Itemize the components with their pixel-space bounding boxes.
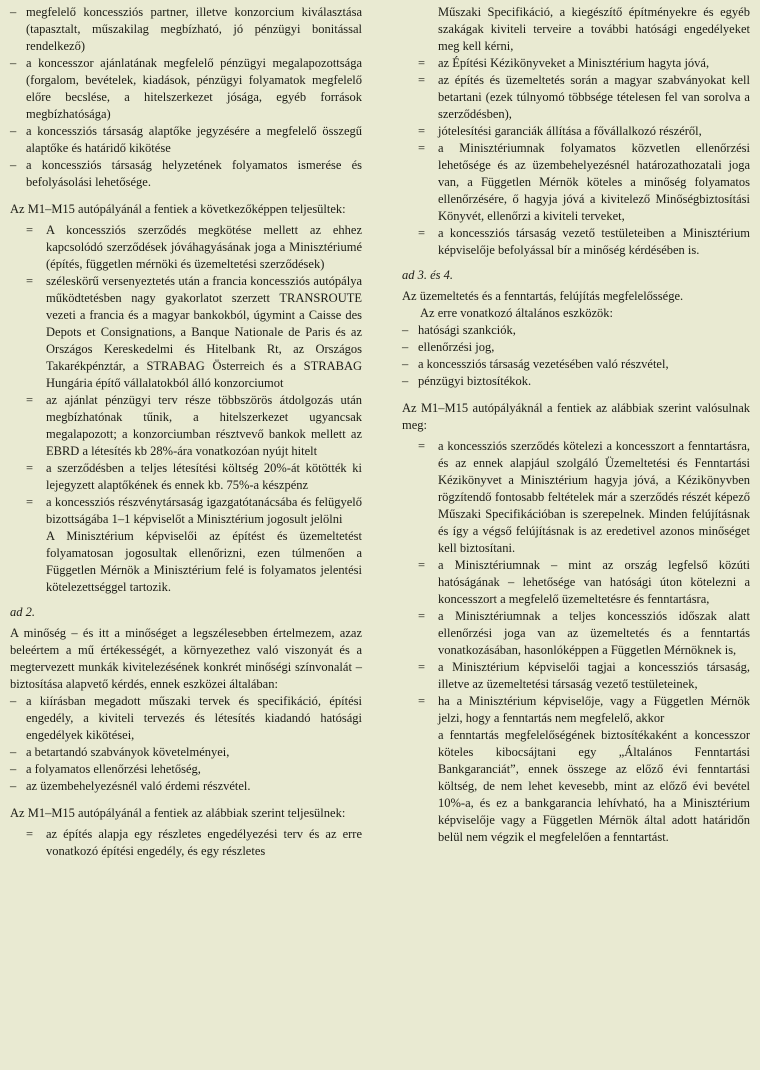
paragraph: Az erre vonatkozó általános eszközök: — [420, 306, 613, 320]
list-item: = ha a Minisztérium képviselője, vagy a Független Mérnök jelzi, hogy a fenntartás nem megfelelő, akkor — [418, 694, 750, 725]
list-item: = az Építési Kézikönyveket a Minisztérium hagyta jóvá, — [418, 56, 710, 70]
paragraph: Az M1–M15 autópályánál a fentiek a következőképpen teljesültek: — [10, 202, 346, 216]
list-item-text: széleskörű versenyeztetés után a francia koncessziós autópálya működtetésben nagy gyakorlatot szerzett TRANSROUTE vezeti a francia és a magyar bankokból, úgymint a Caisse des Depots et Consignations, a Banque Nationale de Paris és az Országos Kereskedelmi és Hitelbank Rt, az Országos Takarékpénztár, a STRABAG Österreich és a STRABAG Hungária építő vállalatokból álló konzorciumot — [46, 274, 362, 390]
list-item: – a koncessziós társaság helyzetének folyamatos ismerése és befolyásolási lehetősége. — [10, 158, 362, 189]
list-item: = a Minisztériumnak a teljes koncessziós időszak alatt ellenőrzési joga van az üzemeltetés és a fenntartás vonatkozásában, hasonlóképpen a Független Mérnöknek is, — [418, 609, 750, 657]
list-item-text: az üzembehelyezésnél való érdemi részvétel. — [26, 779, 251, 793]
list-item: = széleskörű versenyeztetés után a francia koncessziós autópálya működtetésben nagy gyakorlatot szerzett TRANSROUTE vezeti a francia és a magyar bankokból, úgymint a Caisse des Depots et Consignations, a Banque Nationale de Paris és az Országos Kereskedelmi és Hitelbank Rt, az Országos Takarékpénztár, a STRABAG Österreich és a STRABAG Hungária építő vállalatokból álló konzorciumot — [26, 274, 362, 390]
list-item: = az építés és üzemeltetés során a magyar szabványokat kell betartani (ezek túlnyomó többsége tételesen fel van sorolva a szerződésben), — [418, 73, 750, 121]
list-item-text: a folyamatos ellenőrzési lehetőség, — [26, 762, 201, 776]
list-item-text: ellenőrzési jog, — [418, 340, 495, 354]
paragraph: A minőség – és itt a minőséget a legszélesebben értelmezem, azaz beleértem a mű értékességét, a környezethez való viszonyát és a megtervezett munkák kivitelezésének konkrét minőségi színvonalát – biztosítása alapvető kérdés, ennek eszközei általában: — [10, 626, 362, 691]
list-item: – a koncessziós társaság alaptőke jegyzésére a megfelelő összegű alaptőke és határidő kikötése — [10, 124, 362, 155]
list-item-text: a betartandó szabványok követelményei, — [26, 745, 230, 759]
list-item-text: a koncessziós társaság vezetésében való részvétel, — [418, 357, 669, 371]
list-item: – hatósági szankciók, — [402, 323, 516, 337]
list-item: – a koncesszor ajánlatának megfelelő pénzügyi megalapozottsága (forgalom, bevételek, kiadások, pénzügyi folyamatok megfelelő előre becslése, a hitelszerkezet jósága, egyéb források megbízhatósága) — [10, 56, 362, 121]
left-column — [10, 4, 362, 860]
list-item-text: pénzügyi biztosítékok. — [418, 374, 532, 388]
list-item-text: jótelesítési garanciák állítása a fővállalkozó részéről, — [438, 124, 702, 138]
list-item-text: a koncesszor ajánlatának megfelelő pénzügyi megalapozottsága (forgalom, bevételek, kiadások, pénzügyi folyamatok megfelelő előre becslése, a hitelszerkezet jósága, egyéb források megbízhatósága) — [26, 56, 362, 121]
list-item-text: ha a Minisztérium képviselője, vagy a Független Mérnök jelzi, hogy a fenntartás nem megfelelő, akkor — [438, 694, 750, 725]
list-item: = jótelesítési garanciák állítása a fővállalkozó részéről, — [418, 124, 702, 138]
paragraph: Az M1–M15 autópályáknál a fentiek az alábbiak szerint valósulnak meg: — [402, 401, 750, 432]
list-item: = a Minisztérium képviselői tagjai a koncessziós társaság, illetve az üzemeltetési társaság vezető testületeinek, — [418, 660, 750, 691]
paragraph: A Minisztérium képviselői az építést és üzemeltetést folyamatosan jogosultak ellenőrizni, ezen túlmenően a Független Mérnök a Minisztérium felé is folyamatos jelentési kötelezettséggel tartozik. — [46, 529, 362, 594]
list-item-text: a Minisztériumnak folyamatos közvetlen ellenőrzési lehetősége és az üzembehelyezésnél határozathozatali joga van, a Független Mérnök köteles a minőség folyamatos ellenőrzésére, ő hagyja jóvá a kivitelező Minőségbiztosítási Könyvét, ellenőrzi a kiviteli terveket, — [438, 141, 750, 223]
list-item: = az építés alapja egy részletes engedélyezési terv és az erre vonatkozó építési engedély, és egy részletes — [26, 827, 362, 858]
list-item: – pénzügyi biztosítékok. — [402, 374, 532, 388]
list-item: = a Minisztériumnak folyamatos közvetlen ellenőrzési lehetősége és az üzembehelyezésnél határozathozatali joga van, a Független Mérnök köteles a minőség folyamatos ellenőrzésére, ő hagyja jóvá a kivitelező Minőségbiztosítási Könyvét, ellenőrzi a kiviteli terveket, — [418, 141, 750, 223]
right-column — [402, 4, 750, 846]
list-item-text: a koncessziós szerződés kötelezi a koncesszort a fenntartásra, és az ennek alapjául szolgáló Üzemeltetési és Fenntartási Kézikönyvet a Minisztérium hagyja jóvá, a Kézikönyvben rögzítendő fontosabb feltételek már a szerződés részét képező Műszaki Specifikációban is szerepelnek. Minden felújításnak és így a végső felújításnak is az eredetivel azonos minőséget kell biztosítani. — [438, 439, 750, 555]
list-item-text: megfelelő koncessziós partner, illetve konzorcium kiválasztása (tapasztalt, műszakilag megbízható, jó pénzügyi bonitással rendelkező) — [26, 5, 362, 53]
list-item: – megfelelő koncessziós partner, illetve konzorcium kiválasztása (tapasztalt, műszakilag megbízható, jó pénzügyi bonitással rendelkező) — [10, 5, 362, 53]
list-item: = A koncessziós szerződés megkötése mellett az ehhez kapcsolódó szerződések jóváhagyásának joga a Minisztériumé (építés, független mérnöki és üzemeltetési szerződések) — [26, 223, 362, 271]
list-item: = az ajánlat pénzügyi terv része többszörös átdolgozás után megbízhatónak tűnik, a hitelszerkezet ugyancsak megalapozott; a konzorciumban résztvevő bankok mellett az EBRD a létesítés kb 28%-ára vonatkozóan nyújt hitelt — [26, 393, 362, 458]
list-item-text: a Minisztériumnak – mint az ország legfelső közúti hatóságának – lehetősége van hatósági úton kötelezni a koncesszort a megfelelő üzemeltetésre és fenntartásra, — [438, 558, 750, 606]
list-item: – a folyamatos ellenőrzési lehetőség, — [10, 762, 201, 776]
paragraph: Műszaki Specifikáció, a kiegészítő építményekre és egyéb szakágak kiviteli terveire a további hatósági engedélyeket meg kell kérni, — [438, 5, 750, 53]
list-item-text: a szerződésben a teljes létesítési költség 20%-át kötötték ki lejegyzett alaptőkének és ennek kb. 75%-a készpénz — [46, 461, 362, 492]
list-item: = a koncessziós társaság vezető testületeiben a Minisztérium képviselője befolyással bír a minőség kérdésében is. — [418, 226, 750, 257]
list-item-text: az építés alapja egy részletes engedélyezési terv és az erre vonatkozó építési engedély, és egy részletes — [46, 827, 362, 858]
section-heading: ad 2. — [10, 605, 35, 619]
list-item: – a koncessziós társaság vezetésében való részvétel, — [402, 357, 669, 371]
list-item-text: a Minisztériumnak a teljes koncessziós időszak alatt ellenőrzési joga van az üzemeltetés és a fenntartás vonatkozásában, hasonlóképpen a Független Mérnöknek is, — [438, 609, 750, 657]
list-item-text: a koncessziós részvénytársaság igazgatótanácsába és felügyelő bizottságába 1–1 képviselőt a Minisztérium jogosult jelölni — [46, 495, 362, 526]
list-item-text: A koncessziós szerződés megkötése mellett az ehhez kapcsolódó szerződések jóváhagyásának joga a Minisztériumé (építés, független mérnöki és üzemeltetési szerződések) — [46, 223, 362, 271]
paragraph: Az M1–M15 autópályánál a fentiek az alábbiak szerint teljesülnek: — [10, 806, 346, 820]
list-item: = a Minisztériumnak – mint az ország legfelső közúti hatóságának – lehetősége van hatósági úton kötelezni a koncesszort a megfelelő üzemeltetésre és fenntartásra, — [418, 558, 750, 606]
list-item-text: a koncessziós társaság alaptőke jegyzésére a megfelelő összegű alaptőke és határidő kikötése — [26, 124, 362, 155]
list-item-text: az építés és üzemeltetés során a magyar szabványokat kell betartani (ezek túlnyomó többsége tételesen fel van sorolva a szerződésben), — [438, 73, 750, 121]
paragraph: Az üzemeltetés és a fenntartás, felújítás megfelelőssége. — [402, 289, 684, 303]
list-item: = a szerződésben a teljes létesítési költség 20%-át kötötték ki lejegyzett alaptőkének és ennek kb. 75%-a készpénz — [26, 461, 362, 492]
paragraph: a fenntartás megfelelőségének biztosítékaként a koncesszor köteles kibocsájtani egy „Általános Fenntartási Bankgaranciát”, ennek összege az előző évi fenntartási költség, de nem lehet kevesebb, mint az előző évi bevétel 10%-a, és ez a bankgarancia lehívható, ha a Minisztérium képviselője vagy a Független Mérnök által adott határidőn belül nem végzik el megfelelően a fenntartást. — [438, 728, 750, 844]
list-item: – az üzembehelyezésnél való érdemi részvétel. — [10, 779, 251, 793]
list-item: – a betartandó szabványok követelményei, — [10, 745, 230, 759]
list-item: = a koncessziós szerződés kötelezi a koncesszort a fenntartásra, és az ennek alapjául szolgáló Üzemeltetési és Fenntartási Kézikönyvet a Minisztérium hagyja jóvá, a Kézikönyvben rögzítendő fontosabb feltételek már a szerződés részét képező Műszaki Specifikációban is szerepelnek. Minden felújításnak és így a végső felújításnak is az eredetivel azonos minőséget kell biztosítani. — [418, 439, 750, 555]
list-item-text: a koncessziós társaság vezető testületeiben a Minisztérium képviselője befolyással bír a minőség kérdésében is. — [438, 226, 750, 257]
section-heading: ad 3. és 4. — [402, 268, 454, 282]
list-item: – a kiírásban megadott műszaki tervek és specifikáció, építési engedély, a kiviteli tervezés és létesítés kiadandó hatósági engedélyek kikötései, — [10, 694, 362, 742]
list-item-text: a kiírásban megadott műszaki tervek és specifikáció, építési engedély, a kiviteli tervezés és létesítés kiadandó hatósági engedélyek kikötései, — [26, 694, 362, 742]
list-item-text: a Minisztérium képviselői tagjai a koncessziós társaság, illetve az üzemeltetési társaság vezető testületeinek, — [438, 660, 750, 691]
list-item-text: az ajánlat pénzügyi terv része többszörös átdolgozás után megbízhatónak tűnik, a hitelszerkezet ugyancsak megalapozott; a konzorciumban résztvevő bankok mellett az EBRD a létesítés kb 28%-ára vonatkozóan nyújt hitelt — [46, 393, 362, 458]
list-item-text: az Építési Kézikönyveket a Minisztérium hagyta jóvá, — [438, 56, 710, 70]
list-item-text: hatósági szankciók, — [418, 323, 516, 337]
list-item-text: a koncessziós társaság helyzetének folyamatos ismerése és befolyásolási lehetősége. — [26, 158, 362, 189]
list-item: – ellenőrzési jog, — [402, 340, 495, 354]
list-item: = a koncessziós részvénytársaság igazgatótanácsába és felügyelő bizottságába 1–1 képviselőt a Minisztérium jogosult jelölni — [26, 495, 362, 526]
